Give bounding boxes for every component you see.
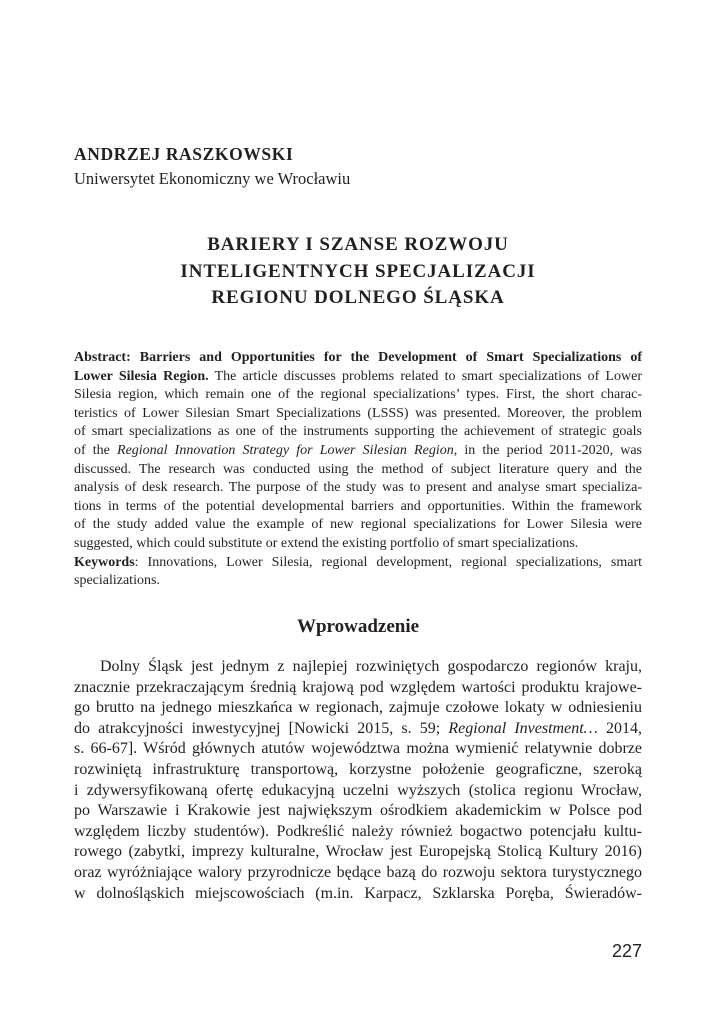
author-name: ANDRZEJ RASZKOWSKI	[74, 144, 294, 164]
body-line: i zdywersyfikowaną ofertę edukacyjną uczelni wyższych (stolica regionu Wrocław,	[74, 781, 642, 799]
abstract-line: suggested, which could substitute or extend the existing portfolio of smart specializations.	[74, 535, 579, 551]
abstract-line: discussed. The research was conducted using the method of subject literature query and the	[74, 461, 642, 477]
body-line: do atrakcyjności inwestycyjnej [Nowicki 2015, s. 59; Regional Investment… 2014,	[74, 719, 643, 737]
abstract-line: of the Regional Innovation Strategy for Lower Silesian Region, in the period 2011-2020, was	[74, 442, 642, 458]
body-text	[74, 657, 642, 904]
abstract	[74, 349, 642, 591]
strategy-title-italic: Regional Innovation Strategy for Lower Silesian Region	[117, 442, 454, 458]
section-heading: Wprowadzenie	[296, 616, 420, 637]
body-line: rowego (zabytki, imprezy kulturalne, Wrocław jest Europejską Stolicą Kultury 2016)	[74, 843, 642, 861]
body-line: rozwiniętą infrastrukturę transportową, korzystne położenie geograficzne, szeroką	[74, 760, 642, 778]
abstract-line: Lower Silesia Region. The article discusses problems related to smart specializations of Lower	[74, 368, 642, 384]
body-line: oraz wyróżniające walory przyrodnicze będące bazą do rozwoju sektora turystycznego	[74, 863, 642, 881]
keywords-label: Keywords	[74, 554, 135, 570]
body-line: go brutto na jednego mieszkańca w regionach, zajmuje czołowe lokaty w odniesieniu	[74, 699, 642, 717]
title-line: INTELIGENTNYCH SPECJALIZACJI	[180, 260, 536, 282]
abstract-line: analysis of desk research. The purpose of the study was to present and analyse smart specializa-	[74, 480, 642, 496]
abstract-line: Silesia region, which remain one of the regional specializations’ types. First, the short charac-	[74, 387, 642, 403]
title-line: BARIERY I SZANSE ROZWOJU	[207, 234, 509, 255]
abstract-line	[74, 349, 642, 368]
body-line: względem liczby studentów). Podkreślić należy również bogactwo potencjału kultu-	[74, 822, 642, 840]
keywords-line: Keywords: Innovations, Lower Silesia, regional development, regional specializations, smart	[74, 554, 642, 570]
page-number: 227	[611, 941, 642, 961]
body-line: Dolny Śląsk jest jednym z najlepiej rozwiniętych gospodarczo regionów kraju,	[100, 658, 642, 675]
abstract-english-title: Barriers and Opportunities for the Development of Smart Specializations of	[139, 350, 642, 365]
abstract-line: of smart specializations as one of the instruments supporting the achievement of strategic goals	[74, 424, 642, 440]
abstract-line: teristics of Lower Silesian Smart Specializations (LSSS) was presented. Moreover, the problem	[74, 405, 642, 421]
body-line: znacznie przekraczającym średnią krajową pod względem wartości produktu krajowe-	[74, 678, 642, 696]
body-line: s. 66-67]. Wśród głównych atutów województwa można wymienić relatywnie dobrze	[74, 740, 642, 758]
body-line: w dolnośląskich miejscowościach (m.in. Karpacz, Szklarska Poręba, Świeradów-	[74, 884, 642, 902]
citation-italic: Regional Investment…	[448, 719, 598, 737]
abstract-line: tions in terms of the potential developmental barriers and opportunities. Within the framework	[74, 498, 642, 514]
abstract-label: Abstract:	[74, 350, 131, 365]
keywords-line: specializations.	[74, 573, 160, 589]
paper-title	[74, 232, 642, 312]
abstract-line: of the study added value the example of new regional specializations for Lower Silesia were	[74, 517, 642, 533]
paper-page	[74, 0, 642, 1024]
abstract-english-title-cont: Lower Silesia Region.	[74, 368, 209, 384]
title-line: REGIONU DOLNEGO ŚLĄSKA	[211, 287, 505, 308]
author-affiliation: Uniwersytet Ekonomiczny we Wrocławiu	[74, 169, 351, 188]
body-line: po Warszawie i Krakowie jest największym ośrodkiem akademickim w Polsce pod	[74, 802, 642, 820]
